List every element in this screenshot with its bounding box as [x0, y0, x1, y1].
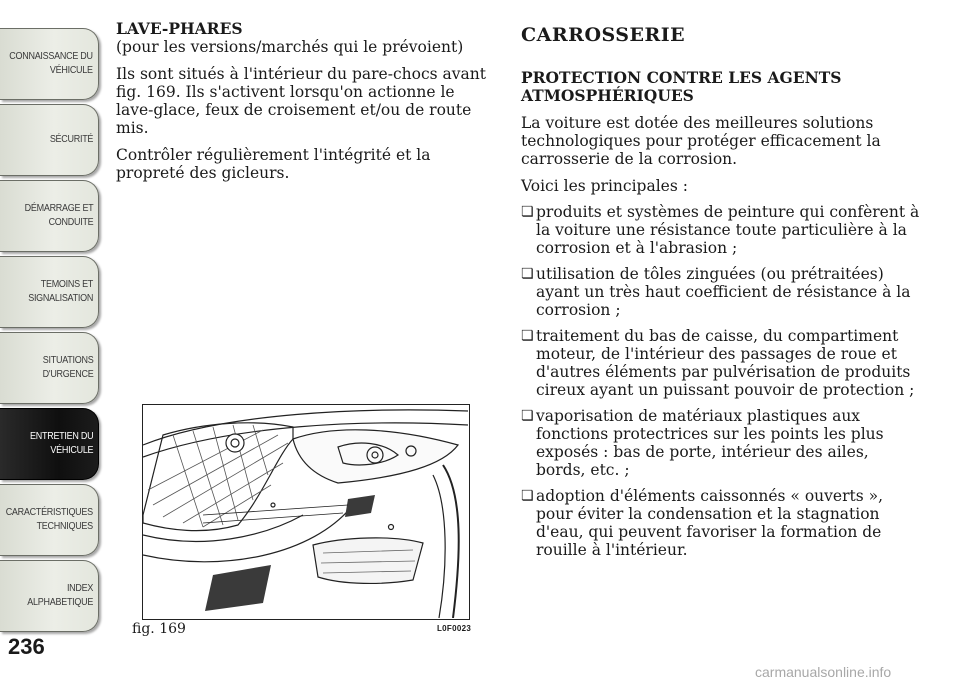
list-item: ❏ adoption d'éléments caissonnés « ouverts », pour éviter la condensation et la stagnation d'eau, qui peuvent favoriser la formation de rouille à l'intérieur. — [521, 487, 921, 559]
tab-label: SITUATIONS D'URGENCE — [42, 355, 93, 380]
watermark: carmanualsonline.info — [755, 664, 892, 680]
tab-entretien-du-vehicule[interactable] — [0, 408, 99, 480]
tab-caracteristiques-techniques[interactable] — [0, 484, 99, 556]
tab-label: INDEX ALPHABETIQUE — [27, 583, 93, 608]
tab-index-alphabetique[interactable] — [0, 560, 99, 632]
tab-label: DÉMARRAGE ET CONDUITE — [24, 203, 93, 228]
car-front-headlamp-washer-illustration — [143, 405, 468, 618]
carrosserie-lead: Voici les principales : — [521, 177, 688, 195]
tab-label: ENTRETIEN DU VÉHICULE — [29, 431, 93, 456]
tab-situations-d-urgence[interactable] — [0, 332, 99, 404]
tab-temoins-et-signalisation[interactable] — [0, 256, 99, 328]
list-item: ❏ traitement du bas de caisse, du compartiment moteur, de l'intérieur des passages de roue et d'autres éléments par pulvérisation de produits cireux ayant un puissant pouvoir de protection ; — [521, 327, 921, 399]
tab-connaissance-du-vehicule[interactable] — [0, 28, 99, 100]
lave-phares-paragraph-1: Ils sont situés à l'intérieur du pare-chocs avant fig. 169. Ils s'activent lorsqu'on actionne le lave-glace, feux de croisement et/ou de route mis. — [116, 65, 486, 137]
tab-label: TEMOINS ET SIGNALISATION — [28, 279, 93, 304]
list-item: ❏ vaporisation de matériaux plastiques aux fonctions protectrices sur les points les plus exposés : bas de porte, intérieur des ailes, bords, etc. ; — [521, 407, 921, 479]
lave-phares-heading: LAVE-PHARES — [116, 19, 243, 38]
carrosserie-title: CARROSSERIE — [521, 24, 686, 46]
page-number: 236 — [8, 634, 45, 659]
tab-demarrage-et-conduite[interactable] — [0, 180, 99, 252]
carrosserie-intro: La voiture est dotée des meilleures solutions technologiques pour protéger efficacement la carrosserie de la corrosion. — [521, 114, 881, 168]
right-column — [521, 20, 921, 559]
tab-label: SÉCURITÉ — [49, 134, 93, 145]
tab-securite[interactable] — [0, 104, 99, 176]
figure-169 — [142, 404, 470, 620]
list-item: ❏ produits et systèmes de peinture qui confèrent à la voiture une résistance toute particulière à la corrosion et à l'abrasion ; — [521, 203, 921, 257]
lave-phares-subheading: (pour les versions/marchés qui le prévoient) — [116, 38, 464, 56]
protection-subtitle: PROTECTION CONTRE LES AGENTS ATMOSPHÉRIQUES — [521, 68, 842, 105]
protection-list — [521, 203, 921, 559]
lave-phares-paragraph-2: Contrôler régulièrement l'intégrité et la propreté des gicleurs. — [116, 146, 431, 182]
tab-label: CONNAISSANCE DU VÉHICULE — [9, 51, 93, 76]
figure-caption: fig. 169 — [132, 621, 186, 637]
tab-label: CARACTÉRISTIQUES TECHNIQUES — [5, 507, 93, 532]
list-item: ❏ utilisation de tôles zinguées (ou prétraitées) ayant un très haut coefficient de résistance à la corrosion ; — [521, 265, 921, 319]
figure-code: L0F0023 — [437, 624, 472, 633]
left-column — [116, 20, 496, 182]
